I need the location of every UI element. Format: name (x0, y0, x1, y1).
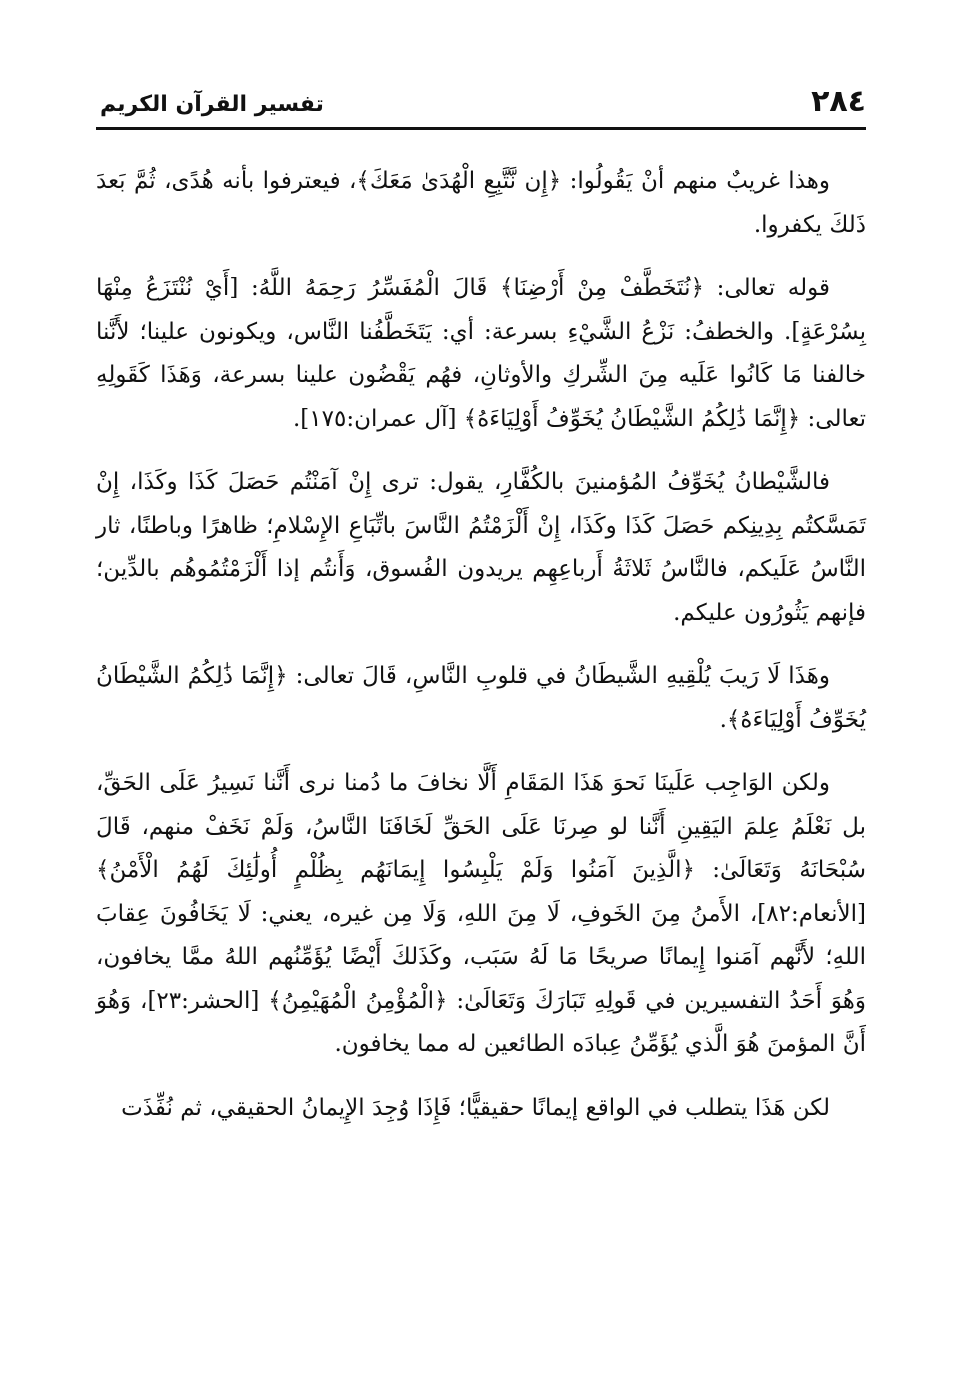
page-body (96, 160, 866, 1130)
paragraph-6: لكن هَذَا يتطلب في الواقع إيمانًا حقيقيًّا؛ فَإِذَا وُجِدَ الإِيمانُ الحقيقي، ثم نُفِّذَت (121, 1094, 830, 1121)
paragraph-2: قوله تعالى: ﴿نُتَخَطَّفْ مِنْ أَرْضِنَا﴾ قَالَ الْمُفَسِّرُ رَحِمَهُ اللَّهُ: [أَيْ نُنْتَزَعُ مِنْهَا بِسُرْعَةٍ]. والخطفُ: نَزْعُ الشَّيْءِ بسرعة: أي: يَتَخَطَّفُنا النَّاس، ويكونون علينا؛ لأَنَّنا خالفنا مَا كَانُوا عَلَيه مِنَ الشِّركِ والأوثانِ، فهُم يَقْضُون علينا بسرعة، وَهَذَا كَقَولِهِ تعالى: ﴿إِنَّمَا ذَٰلِكُمُ الشَّيْطَانُ يُخَوِّفُ أَوْلِيَاءَهُ﴾ [آل عمران:١٧٥]. (96, 275, 866, 432)
paragraph-5: ولكن الوَاجِب عَلَينَا نَحوَ هَذَا المَقَامِ أَلَّا نخافَ ما دُمنا نرى أَنَّنا نَسِيرُ عَلَى الحَقِّ، بل نَعْلَمُ عِلمَ اليَقِينِ أَنَّنا لو صِرنَا عَلَى الحَقِّ لَخَافَنَا النَّاسُ، وَلَمْ نَخَفْ منهم، قَالَ سُبْحَانَهُ وَتَعَالَىٰ: ﴿الَّذِينَ آمَنُوا وَلَمْ يَلْبِسُوا إِيمَانَهُم بِظُلْمٍ أُولَٰئِكَ لَهُمُ الْأَمْنُ﴾ [الأنعام:٨٢]، الأَمنُ مِنَ الخَوفِ، لَا مِنَ اللهِ، وَلَا مِن غيره، يعني: لَا يَخَافُونَ عِقابَ اللهِ؛ لأَنَّهم آمَنوا إِيمانًا صريحًا مَا لَهُ سَبَب، وكَذَلكَ أَيْضًا يُؤَمِّنُهم اللهُ ممَّا يخافون، وَهُوَ أَحَدُ التفسيرين في قَولِهِ تَبَارَكَ وَتَعَالَىٰ: ﴿الْمُؤْمِنُ الْمُهَيْمِنُ﴾ [الحشر:٢٣]، وَهُوَ أَنَّ المؤمنَ هُوَ الَّذي يُؤَمِّنُ عِبادَه الطائعين له مما يخافون. (96, 770, 866, 1057)
page-header (96, 78, 866, 130)
page-number: ٢٨٤ (811, 84, 866, 119)
header-rule (96, 127, 866, 130)
paragraph-4: وهَذَا لَا رَيبَ يُلْقِيهِ الشَّيطَانُ في قلوبِ النَّاسِ، قَالَ تعالى: ﴿إِنَّمَا ذَٰلِكُمُ الشَّيْطَانُ يُخَوِّفُ أَوْلِيَاءَهُ﴾. (96, 663, 866, 733)
running-title: تفسير القرآن الكريم (100, 92, 324, 117)
paragraph-1: وهذا غريبٌ منهم أنْ يَقُولُوا: ﴿إِن نَّتَّبِعِ الْهُدَىٰ مَعَكَ﴾، فيعترفوا بأنه هُدًى، ثُمَّ بَعدَ ذَلكَ يكفروا. (96, 168, 866, 238)
paragraph-3: فالشَّيْطانُ يُخَوِّفُ المُؤمنينَ بالكُفَّارِ، يقول: ترى إِنْ آمَنْتُم حَصَلَ كَذَا وكَذَا، إِنْ تَمَسَّكتُم بِدِينِكم حَصَلَ كَذَا وكَذَا، إِنْ أَلْزَمْتُمُ النَّاسَ باتِّبَاعِ الإِسْلامِ؛ ظاهرًا وباطنًا، ثار النَّاسُ عَلَيكم، فالنَّاسُ ثَلاثَةُ أَرباعِهِم يريدون الفُسوق، وَأَنتُم إذا أَلْزَمْتُمُوهُم بالدِّين؛ فإنهم يَثُورُون عليكم. (96, 469, 866, 626)
